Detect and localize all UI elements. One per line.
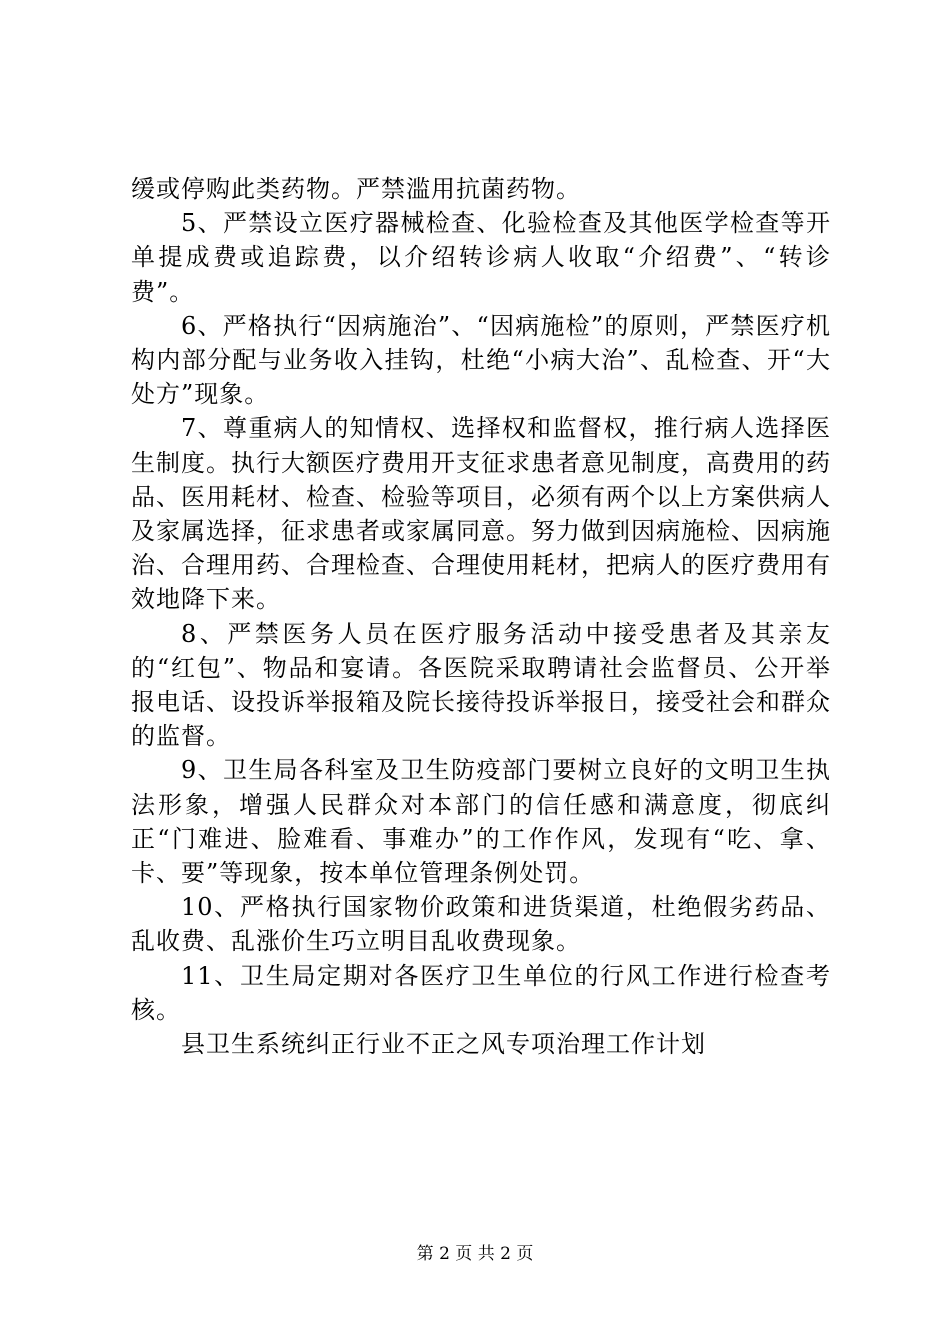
paragraph-continuation: 缓或停购此类药物。严禁滥用抗菌药物。 — [131, 175, 581, 203]
paragraph-item-9: 9、卫生局各科室及卫生防疫部门要树立良好的文明卫生执法形象，增强人民群众对本部门的信任感和满意度，彻底纠正“门难进、脸难看、事难办”的工作作风，发现有“吃、拿、卡、要”等现象，按本单位管理条例处罚。 — [131, 756, 831, 888]
document-closing-title: 县卫生系统纠正行业不正之风专项治理工作计划 — [181, 1030, 706, 1059]
paragraph-item-7: 7、尊重病人的知情权、选择权和监督权，推行病人选择医生制度。执行大额医疗费用开支征求患者意见制度，高费用的药品、医用耗材、检查、检验等项目，必须有两个以上方案供病人及家属选择，征求患者或家属同意。努力做到因病施检、因病施治、合理用药、合理检查、合理使用耗材，把病人的医疗费用有效地降下来。 — [131, 414, 831, 614]
page-number-footer: 第 2 页 共 2 页 — [416, 1244, 534, 1264]
paragraph-item-10: 10、严格执行国家物价政策和进货渠道，杜绝假劣药品、乱收费、乱涨价生巧立明目乱收费现象。 — [131, 893, 831, 956]
paragraph-item-11: 11、卫生局定期对各医疗卫生单位的行风工作进行检查考核。 — [131, 961, 831, 1024]
document-body — [131, 172, 831, 1061]
paragraph-item-8: 8、严禁医务人员在医疗服务活动中接受患者及其亲友的“红包”、物品和宴请。各医院采取聘请社会监督员、公开举报电话、设投诉举报箱及院长接待投诉举报日，接受社会和群众的监督。 — [131, 619, 831, 751]
paragraph-item-5: 5、严禁设立医疗器械检查、化验检查及其他医学检查等开单提成费或追踪费，以介绍转诊病人收取“介绍费”、“转诊费”。 — [131, 209, 831, 306]
paragraph-item-6: 6、严格执行“因病施治”、“因病施检”的原则，严禁医疗机构内部分配与业务收入挂钩，杜绝“小病大治”、乱检查、开“大处方”现象。 — [131, 311, 831, 409]
